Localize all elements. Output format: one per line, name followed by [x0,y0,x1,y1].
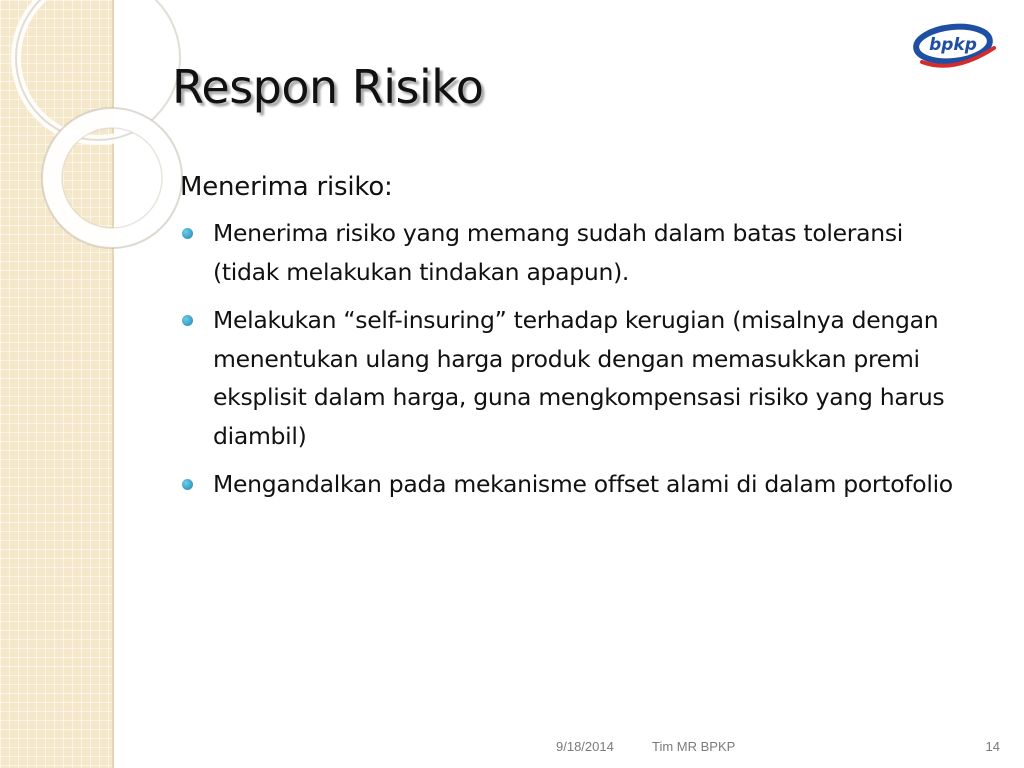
footer-date: 9/18/2014 [556,739,614,754]
page-number: 14 [985,739,1000,754]
lead-text: Menerima risiko: [180,172,393,202]
bullet-item [180,465,970,504]
bpkp-logo [908,18,1002,72]
footer-author: Tim MR BPKP [652,739,736,754]
slide-title: Respon Risiko [172,60,484,114]
bullet-list [180,214,970,504]
bullet-item [180,214,970,291]
bullet-text: Melakukan “self-insuring” terhadap kerugian (misalnya dengan menentukan ulang harga produk dengan memasukkan premi eksplisit dalam harga, guna mengkompensasi risiko yang harus diambil) [213,306,945,450]
logo-text: bpkp [929,35,977,55]
bullet-dot-icon [182,479,193,490]
slide-content [180,172,970,514]
bullet-text: Mengandalkan pada mekanisme offset alami di dalam portofolio [213,470,953,498]
bullet-text: Menerima risiko yang memang sudah dalam batas toleransi (tidak melakukan tindakan apapun). [213,219,904,286]
bullet-dot-icon [182,315,193,326]
bullet-item [180,301,970,455]
bullet-dot-icon [182,228,193,239]
